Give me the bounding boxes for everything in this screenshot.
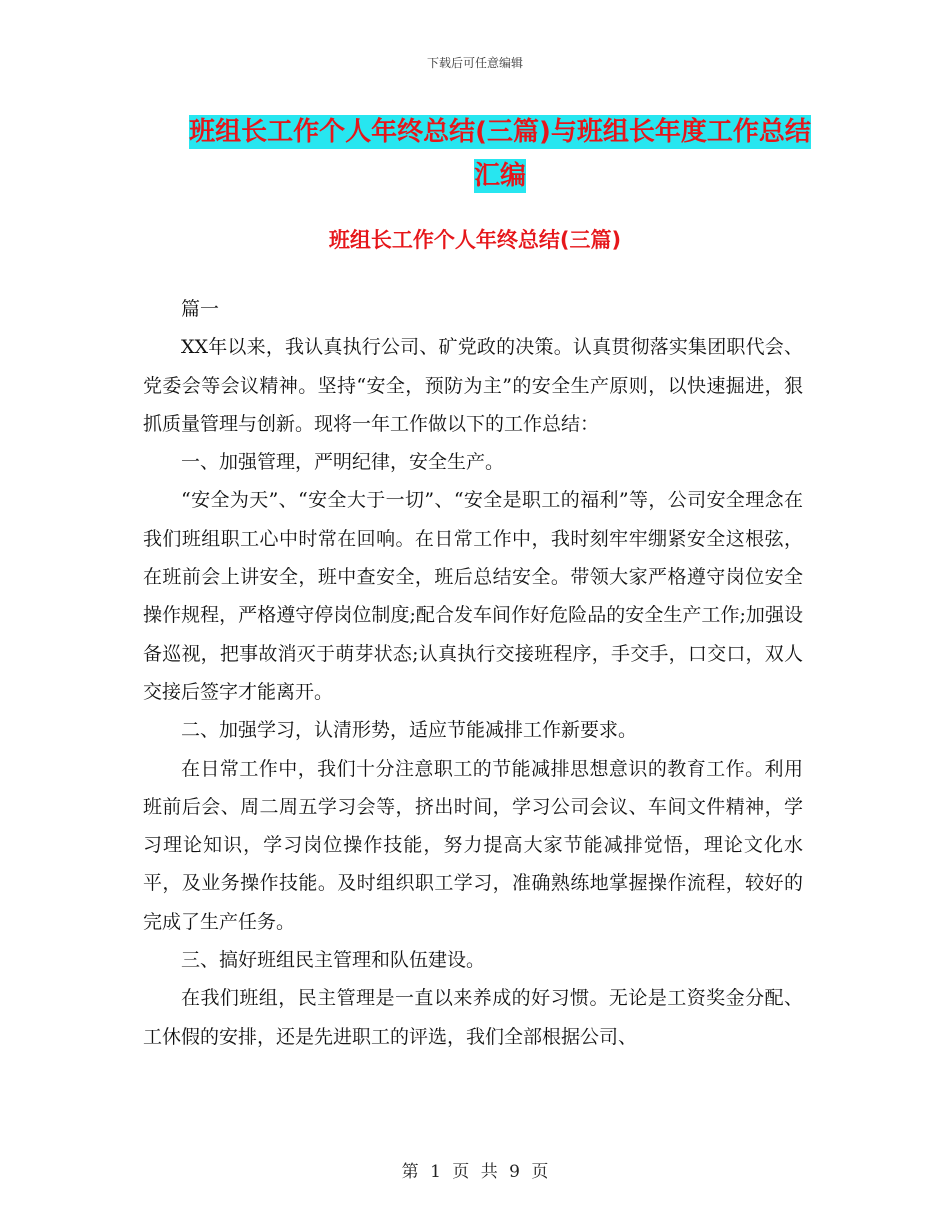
document-body bbox=[143, 290, 803, 1056]
section-title: 班组长工作个人年终总结(三篇) bbox=[328, 228, 622, 252]
document-title-text: 班组长工作个人年终总结(三篇)与班组长年度工作总结汇编 bbox=[189, 117, 811, 191]
paragraph: 篇一 bbox=[181, 298, 220, 320]
paragraph: “安全为天”、“安全大于一切”、“安全是职工的福利”等，公司安全理念在我们班组职工心中时常在回响。在日常工作中，我时刻牢牢绷紧安全这根弦，在班前会上讲安全，班中查安全，班后总结安全。带领大家严格遵守岗位安全操作规程，严格遵守停岗位制度;配合发车间作好危险品的安全生产工作;加强设备巡视，把事故消灭于萌芽状态;认真执行交接班程序，手交手，口交口，双人交接后签字才能离开。 bbox=[143, 489, 803, 703]
header-note: 下载后可任意编辑 bbox=[426, 56, 523, 70]
paragraph: XX年以来，我认真执行公司、矿党政的决策。认真贯彻落实集团职代会、党委会等会议精神。坚持“安全，预防为主”的安全生产原则，以快速掘进，狠抓质量管理与创新。现将一年工作做以下的工作总结： bbox=[143, 336, 803, 435]
document-title bbox=[180, 110, 820, 198]
paragraph: 二、加强学习，认清形势，适应节能减排工作新要求。 bbox=[181, 719, 638, 742]
paragraph: 在我们班组，民主管理是一直以来养成的好习惯。无论是工资奖金分配、工休假的安排，还是先进职工的评选，我们全部根据公司、 bbox=[143, 987, 803, 1048]
page-number-footer: 第 1 页 共 9 页 bbox=[401, 1162, 549, 1182]
paragraph: 三、搞好班组民主管理和队伍建设。 bbox=[181, 949, 486, 972]
paragraph: 一、加强管理，严明纪律，安全生产。 bbox=[181, 451, 505, 474]
paragraph: 在日常工作中，我们十分注意职工的节能减排思想意识的教育工作。利用班前后会、周二周五学习会等，挤出时间，学习公司会议、车间文件精神，学习理论知识，学习岗位操作技能，努力提高大家节能减排觉悟，理论文化水平，及业务操作技能。及时组织职工学习，准确熟练地掌握操作流程，较好的完成了生产任务。 bbox=[143, 757, 803, 933]
